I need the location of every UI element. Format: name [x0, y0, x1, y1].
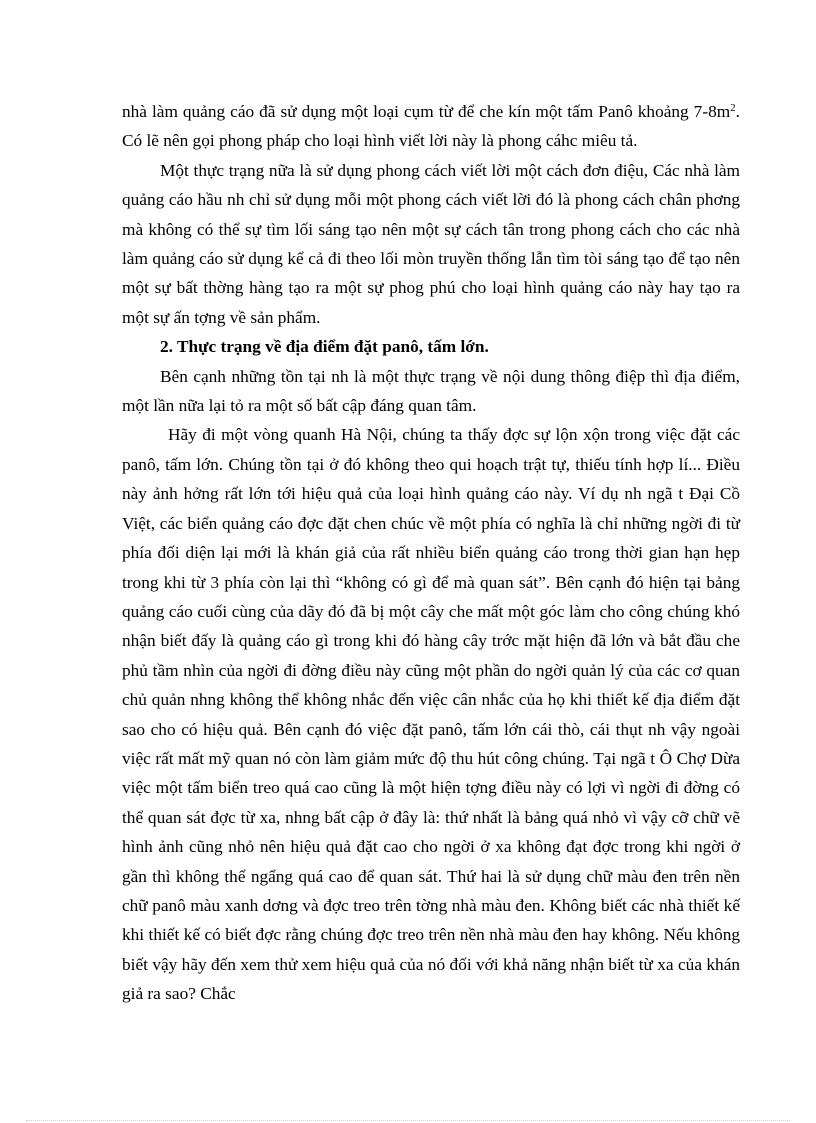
superscript-2: 2	[730, 102, 736, 114]
section-heading: 2. Thực trạng về địa điểm đặt panô, tấm lớn.	[160, 337, 489, 357]
page-bottom-divider	[26, 1120, 790, 1121]
paragraph-2: Một thực trạng nữa là sử dụng phong cách viết lời một cách đơn điệu, Các nhà làm quảng cáo hầu nh chỉ sử dụng mỗi một phong cách viết lời đó là phong cách chân phơng mà không có thể sự tìm lối sáng tạo nên một sự cách tân trong phong cách cho các nhà làm quảng cáo sử dụng kể cả đi theo lối mòn truyền thống lẫn tìm tòi sáng tạo để tạo nên một sự bất thờng hàng tạo ra một sự phog phú cho loại hình quảng cáo này hay tạo ra một sự ấn tợng về sản phẩm.	[122, 160, 740, 327]
paragraph-1-text-b: . Có lẽ nên gọi phong pháp cho loại hình viết lời này là phong cáhc miêu tả.	[122, 102, 740, 151]
paragraph-3: Bên cạnh những tồn tại nh là một thực trạng về nội dung thông điệp thì địa điểm, một lần nữa lại tỏ ra một số bất cập đáng quan tâm.	[122, 366, 740, 416]
paragraph-1	[122, 97, 740, 156]
paragraph-4: Hãy đi một vòng quanh Hà Nội, chúng ta thấy đợc sự lộn xộn trong việc đặt các panô, tấm lớn. Chúng tồn tại ở đó không theo qui hoạch trật tự, thiếu tính hợp lí... Điều này ảnh hởng rất lớn tới hiệu quả của loại hình quảng cáo này. Ví dụ nh ngã t Đại Cồ Việt, các biển quảng cáo đợc đặt chen chúc về một phía có nghĩa là chỉ những ngời đi từ phía đối diện lại mới là khán giả của rất nhiều biển quảng cáo trong thời gian hạn hẹp trong khi từ 3 phía còn lại thì “không có gì để mà quan sát”. Bên cạnh đó hiện tại bảng quảng cáo cuối cùng của dãy đó đã bị một cây che mất một góc làm cho công chúng khó nhận biết đấy là quảng cáo gì trong khi đó hàng cây trớc mặt hiện đã lớn và bắt đầu che phủ tầm nhìn của ngời đi đờng điều này cũng một phần do ngời quản lý của các cơ quan chủ quản nhng không thể không nhắc đến việc cân nhắc của họ khi thiết kế địa điểm đặt sao cho có hiệu quả. Bên cạnh đó việc đặt panô, tấm lớn cái thò, cái thụt nh vậy ngoài việc rất mất mỹ quan nó còn làm giảm mức độ thu hút công chúng. Tại ngã t Ô Chợ Dừa việc một tấm biển treo quá cao cũng là một hiện tợng điều này có lợi vì ngời đi đờng có thể quan sát đợc từ xa, nhng bất cập ở đây là: thứ nhất là bảng quá nhỏ vì vậy cỡ chữ vẽ hình ảnh cũng nhỏ nên hiệu quả đặt cao cho ngời ở xa không đạt đợc trong khi ngời ở gần thì không thể ngẩng quá cao để quan sát. Thứ hai là sử dụng chữ màu đen trên nền chữ panô màu xanh dơng và đợc treo trên tờng nhà màu đen. Không biết các nhà thiết kế khi thiết kế có biết đợc rằng chúng đợc treo trên nền nhà màu đen hay không. Nếu không biết vậy hãy đến xem thử xem hiệu quả của nó đối với khả năng nhận biết từ xa của khán giả ra sao? Chắc	[122, 425, 740, 1004]
body-text	[122, 97, 740, 1009]
paragraph-1-text-a: nhà làm quảng cáo đã sử dụng một loại cụm từ để che kín một tấm Panô khoảng 7-8m	[122, 102, 731, 121]
